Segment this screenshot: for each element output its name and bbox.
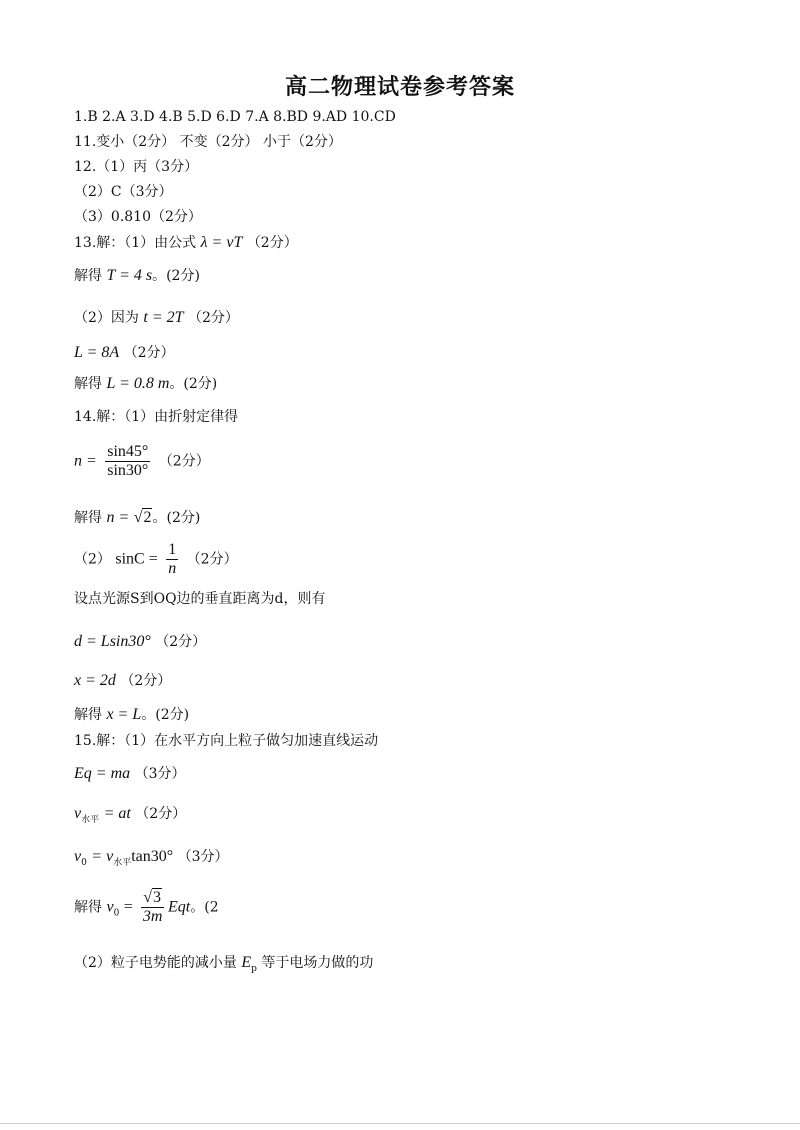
q15-v0-symbol: v (106, 898, 114, 916)
solve-label: 解得 (74, 376, 102, 392)
q13-score5: 。(2分) (169, 376, 218, 392)
q15-equals: = (123, 898, 133, 916)
q15-v-symbol: v (74, 805, 82, 822)
q14-n-result-lhs: n = (106, 509, 130, 526)
solve-label: 解得 (74, 899, 102, 916)
q13-eq: L = 8A (74, 344, 120, 361)
q14-setup: 设点光源S到OQ边的垂直距离为d，则有 (74, 591, 326, 607)
q15-part2-tail: 等于电场力做的功 (261, 955, 374, 971)
sqrt-icon: √3 (143, 889, 162, 906)
q12-head: 12.（1）丙（3分） (74, 159, 199, 175)
q12-part2: （2）C（3分） (74, 184, 173, 200)
q15-part2: （2）粒子电势能的减小量 (74, 955, 237, 971)
fraction-numerator: 1 (168, 541, 177, 558)
q14-d-line (74, 634, 206, 650)
q14-score2: 。(2分) (152, 510, 201, 526)
q15-score2: （2分） (135, 806, 187, 822)
q14-head: 14.解：（1）由折射定律得 (74, 409, 239, 425)
q14-score3: （2分） (186, 551, 238, 568)
bottom-divider (0, 1123, 800, 1124)
q15-score4: 。(2 (190, 899, 219, 916)
q15-v0-fraction (141, 890, 164, 925)
q15-ep-subscript: p (251, 964, 257, 974)
q13-part2-formula: t = 2T (143, 309, 184, 326)
q15-eq3-subscript: 水平 (113, 858, 132, 868)
q14-sinC-line (74, 542, 238, 577)
solve-label: 解得 (74, 510, 102, 526)
q13-head: 13.解：（1）由公式 (74, 235, 197, 251)
sqrt-radicand: 2 (143, 509, 152, 526)
q13-score2: 。(2分) (152, 268, 200, 284)
q15-eq2-rhs: = at (103, 805, 131, 822)
q14-sinC-fraction (166, 542, 178, 577)
q15-eq3-mid: = v (91, 848, 114, 865)
q14-x-result-line (74, 707, 189, 723)
q11-answer: 11.变小（2分） 不变（2分） 小于（2分） (74, 134, 342, 150)
q13-result2: L = 0.8 m (106, 375, 170, 392)
q15-head: 15.解：（1）在水平方向上粒子做匀加速直线运动 (74, 733, 379, 749)
sqrt-icon: √2 (133, 509, 152, 526)
q15-eq1-line (74, 766, 186, 782)
choice-answers: 1.B 2.A 3.D 4.B 5.D 6.D 7.A 8.BD 9.AD 10.CD (74, 109, 396, 125)
q14-x-eq: x = 2d (74, 672, 116, 689)
q15-part2-line (74, 955, 373, 974)
q14-x-result: x = L (106, 706, 142, 723)
sqrt-radicand: 3 (153, 889, 162, 906)
q13-part2-line (74, 310, 239, 326)
q15-eq2-line (74, 806, 186, 825)
q15-v0-symbol: v (74, 848, 82, 865)
solve-label: 解得 (74, 268, 102, 284)
q12-part3: （3）0.810（2分） (74, 209, 202, 225)
q14-sinC-lhs: sinC = (115, 550, 158, 568)
q14-n-fraction (105, 444, 150, 479)
fraction-numerator: sin45° (107, 443, 149, 460)
q15-v-subscript: 水平 (81, 815, 100, 825)
fraction-denominator: n (168, 560, 177, 577)
q14-n-line (74, 444, 210, 479)
fraction-numerator (141, 890, 164, 908)
q13-score3: （2分） (187, 310, 239, 326)
q13-head-line (74, 235, 298, 251)
q13-part2-label: （2）因为 (74, 310, 139, 326)
q15-result-line (74, 890, 219, 925)
solve-label: 解得 (74, 707, 102, 723)
q14-n-result-line (74, 510, 200, 526)
q13-result1: T = 4 s (106, 267, 153, 284)
q15-frac-tail: Eqt (168, 898, 191, 916)
q13-formula: λ = vT (200, 234, 243, 251)
q15-v0-subscript: 0 (81, 858, 87, 868)
q14-score4: （2分） (155, 634, 207, 650)
q15-eq3-line (74, 849, 229, 868)
q14-score6: 。(2分) (141, 707, 190, 723)
q13-result2-line (74, 376, 217, 392)
fraction-denominator: sin30° (107, 462, 149, 479)
q13-result1-line (74, 268, 200, 284)
q15-ep-symbol: E (241, 954, 252, 971)
q14-score1: （2分） (158, 453, 210, 470)
q14-n-lhs: n = (74, 452, 97, 470)
q14-score5: （2分） (120, 673, 172, 689)
q13-score1: （2分） (246, 235, 298, 251)
q13-score4: （2分） (123, 345, 175, 361)
q14-part2-label: （2） (74, 551, 111, 568)
q13-eq-line (74, 345, 175, 361)
q15-eq3-tail: tan30° (131, 848, 174, 865)
q15-v0-subscript: 0 (113, 908, 120, 919)
q15-score3: （3分） (177, 849, 229, 865)
q14-d-eq: d = Lsin30° (74, 633, 151, 650)
q14-x-line (74, 673, 171, 689)
fraction-denominator: 3m (142, 908, 163, 925)
q15-score1: （3分） (134, 766, 186, 782)
q15-eq1: Eq = ma (74, 765, 131, 782)
page-title: 高二物理试卷参考答案 (284, 75, 515, 100)
